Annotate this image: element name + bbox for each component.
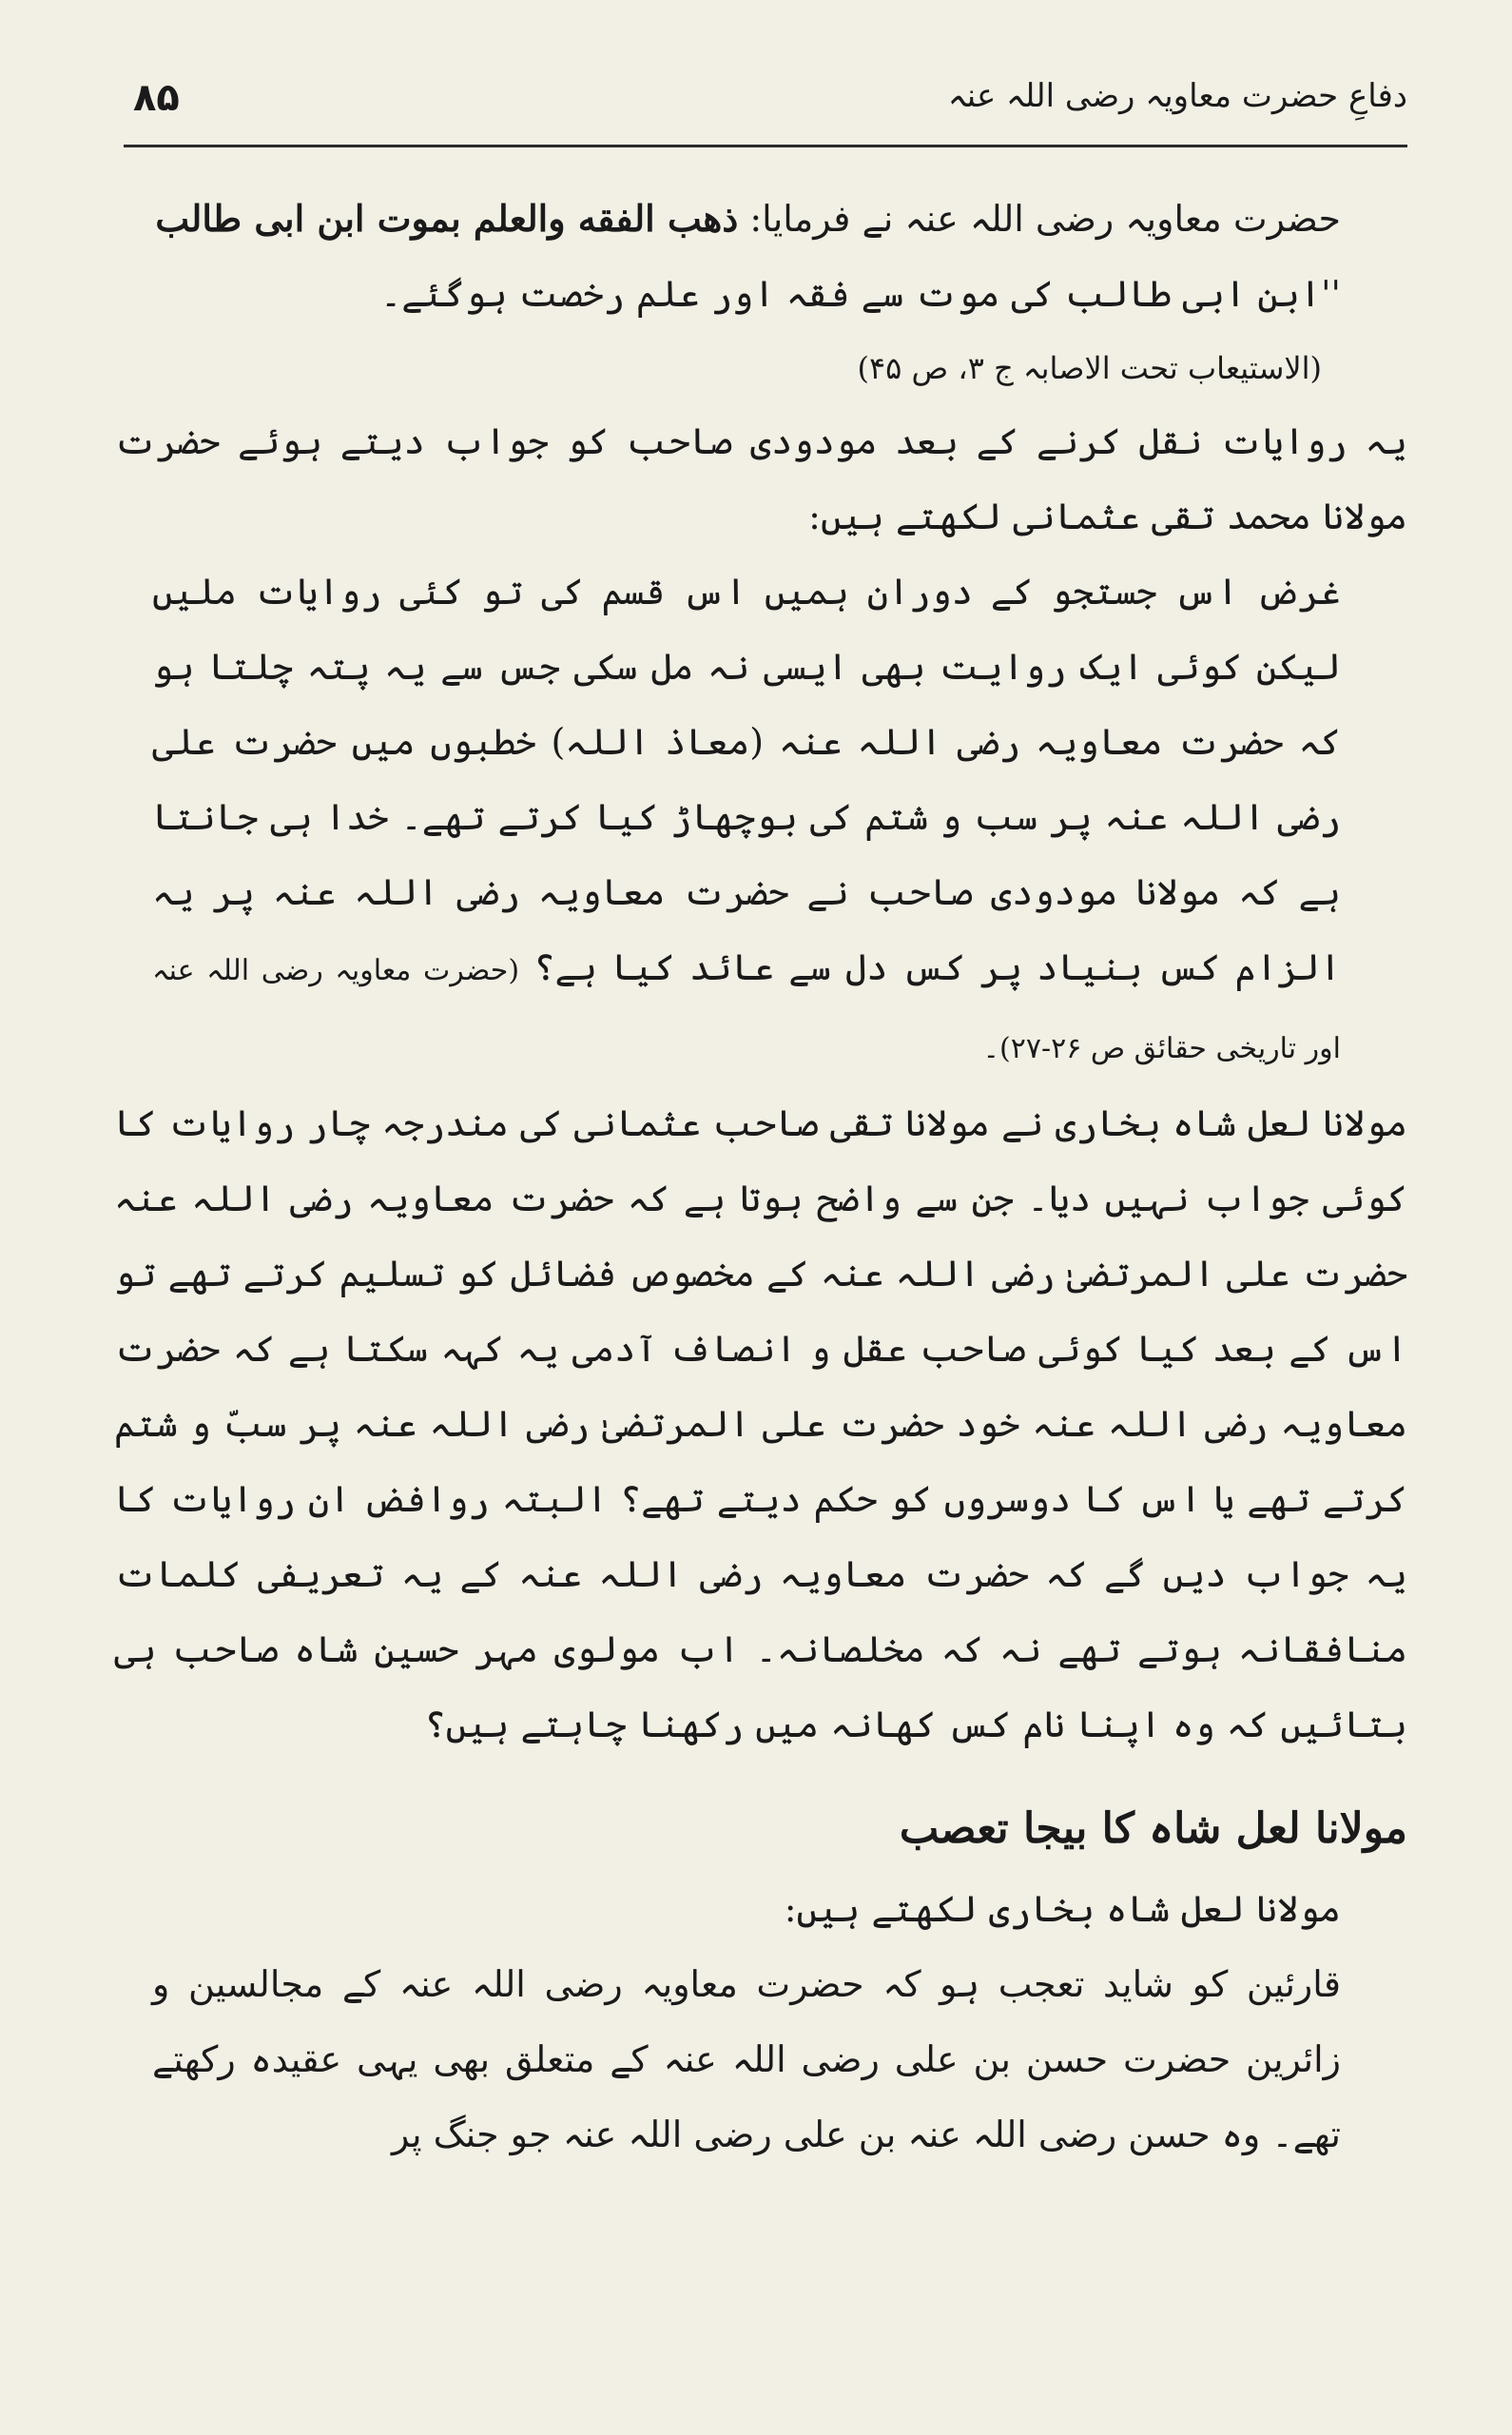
quote-intro: حضرت معاویہ رضی اللہ عنہ نے فرمایا:	[749, 198, 1341, 240]
paragraph-quote-arabic	[152, 181, 1341, 332]
paragraph-lal-shah-response: مولانا لعل شاہ بخاری نے مولانا تقی صاحب عثمانی کی مندرجہ چار روایات کا کوئی جواب نہیں دیا۔ جن سے واضح ہوتا ہے کہ حضرت معاویہ رضی اللہ عنہ حضرت علی المرتضیٰ رضی اللہ عنہ کے مخصوص فضائل کو تسلیم کرتے تھے تو اس کے بعد کیا کوئی صاحب عقل و انصاف آدمی یہ کہہ سکتا ہے کہ حضرت معاویہ رضی اللہ عنہ خود حضرت علی المرتضیٰ رضی اللہ عنہ پر سبّ و شتم کرتے تھے یا اس کا دوسروں کو حکم دیتے تھے؟ البتہ روافض ان روایات کا یہ جواب دیں گے کہ حضرت معاویہ رضی اللہ عنہ کے یہ تعریفی کلمات منافقانہ ہوتے تھے نہ کہ مخلصانہ۔ اب مولوی مہر حسین شاہ صاحب ہی بتائیں کہ وہ اپنا نام کس کھانہ میں رکھنا چاہتے ہیں؟	[114, 1102, 1407, 1745]
citation-haqaiq: (حضرت معاویہ رضی اللہ عنہ اور تاریخی حقائق ص ۲۶-۲۷)۔	[152, 954, 1341, 1065]
page-header	[124, 67, 1407, 143]
usmani-quote-text: غرض اس جستجو کے دوران ہمیں اس قسم کی تو کئی روایات ملیں لیکن کوئی ایک روایت بھی ایسی نہ مل سکی جس سے یہ پتہ چلتا ہو کہ حضرت معاویہ رضی اللہ عنہ (معاذ اللہ) خطبوں میں حضرت علی رضی اللہ عنہ پر سب و شتم کی بوچھاڑ کیا کرتے تھے۔ خدا ہی جانتا ہے کہ مولانا مودودی صاحب نے حضرت معاویہ رضی اللہ عنہ پر یہ الزام کس بنیاد پر کس دل سے عائد کیا ہے؟	[152, 571, 1341, 988]
quote-translation: ''ابن ابی طالب کی موت سے فقہ اور علم رخصت ہوگئے۔	[379, 273, 1341, 315]
section-heading: مولانا لعل شاہ کا بیجا تعصب	[899, 1804, 1407, 1853]
running-title: دفاعِ حضرت معاویہ رضی اللہ عنہ	[947, 77, 1407, 115]
arabic-quote: ذهب الفقه والعلم بموت ابن ابی طالب	[155, 197, 739, 240]
page-number: ۸۵	[133, 76, 180, 120]
paragraph-usmani-intro: یہ روایات نقل کرنے کے بعد مودودی صاحب کو جواب دیتے ہوئے حضرت مولانا محمد تقی عثمانی لکھتے ہیں:	[114, 420, 1407, 537]
paragraph-usmani-quote	[152, 555, 1341, 1086]
paragraph-lal-shah-intro: مولانا لعل شاہ بخاری لکھتے ہیں:	[784, 1888, 1341, 1930]
paragraph-lal-shah-quote: قارئین کو شاید تعجب ہو کہ حضرت معاویہ رضی اللہ عنہ کے مجالسین و زائرین حضرت حسن بن علی رضی اللہ عنہ کے متعلق بھی یہی عقیدہ رکھتے تھے۔ وہ حسن رضی اللہ عنہ بن علی رضی اللہ عنہ جو جنگ پر	[152, 1963, 1341, 2155]
page-body	[114, 181, 1407, 2172]
citation-isti-ab: (الاستیعاب تحت الاصابہ ج ۳، ص ۴۵)	[857, 350, 1322, 386]
header-divider	[124, 145, 1407, 147]
